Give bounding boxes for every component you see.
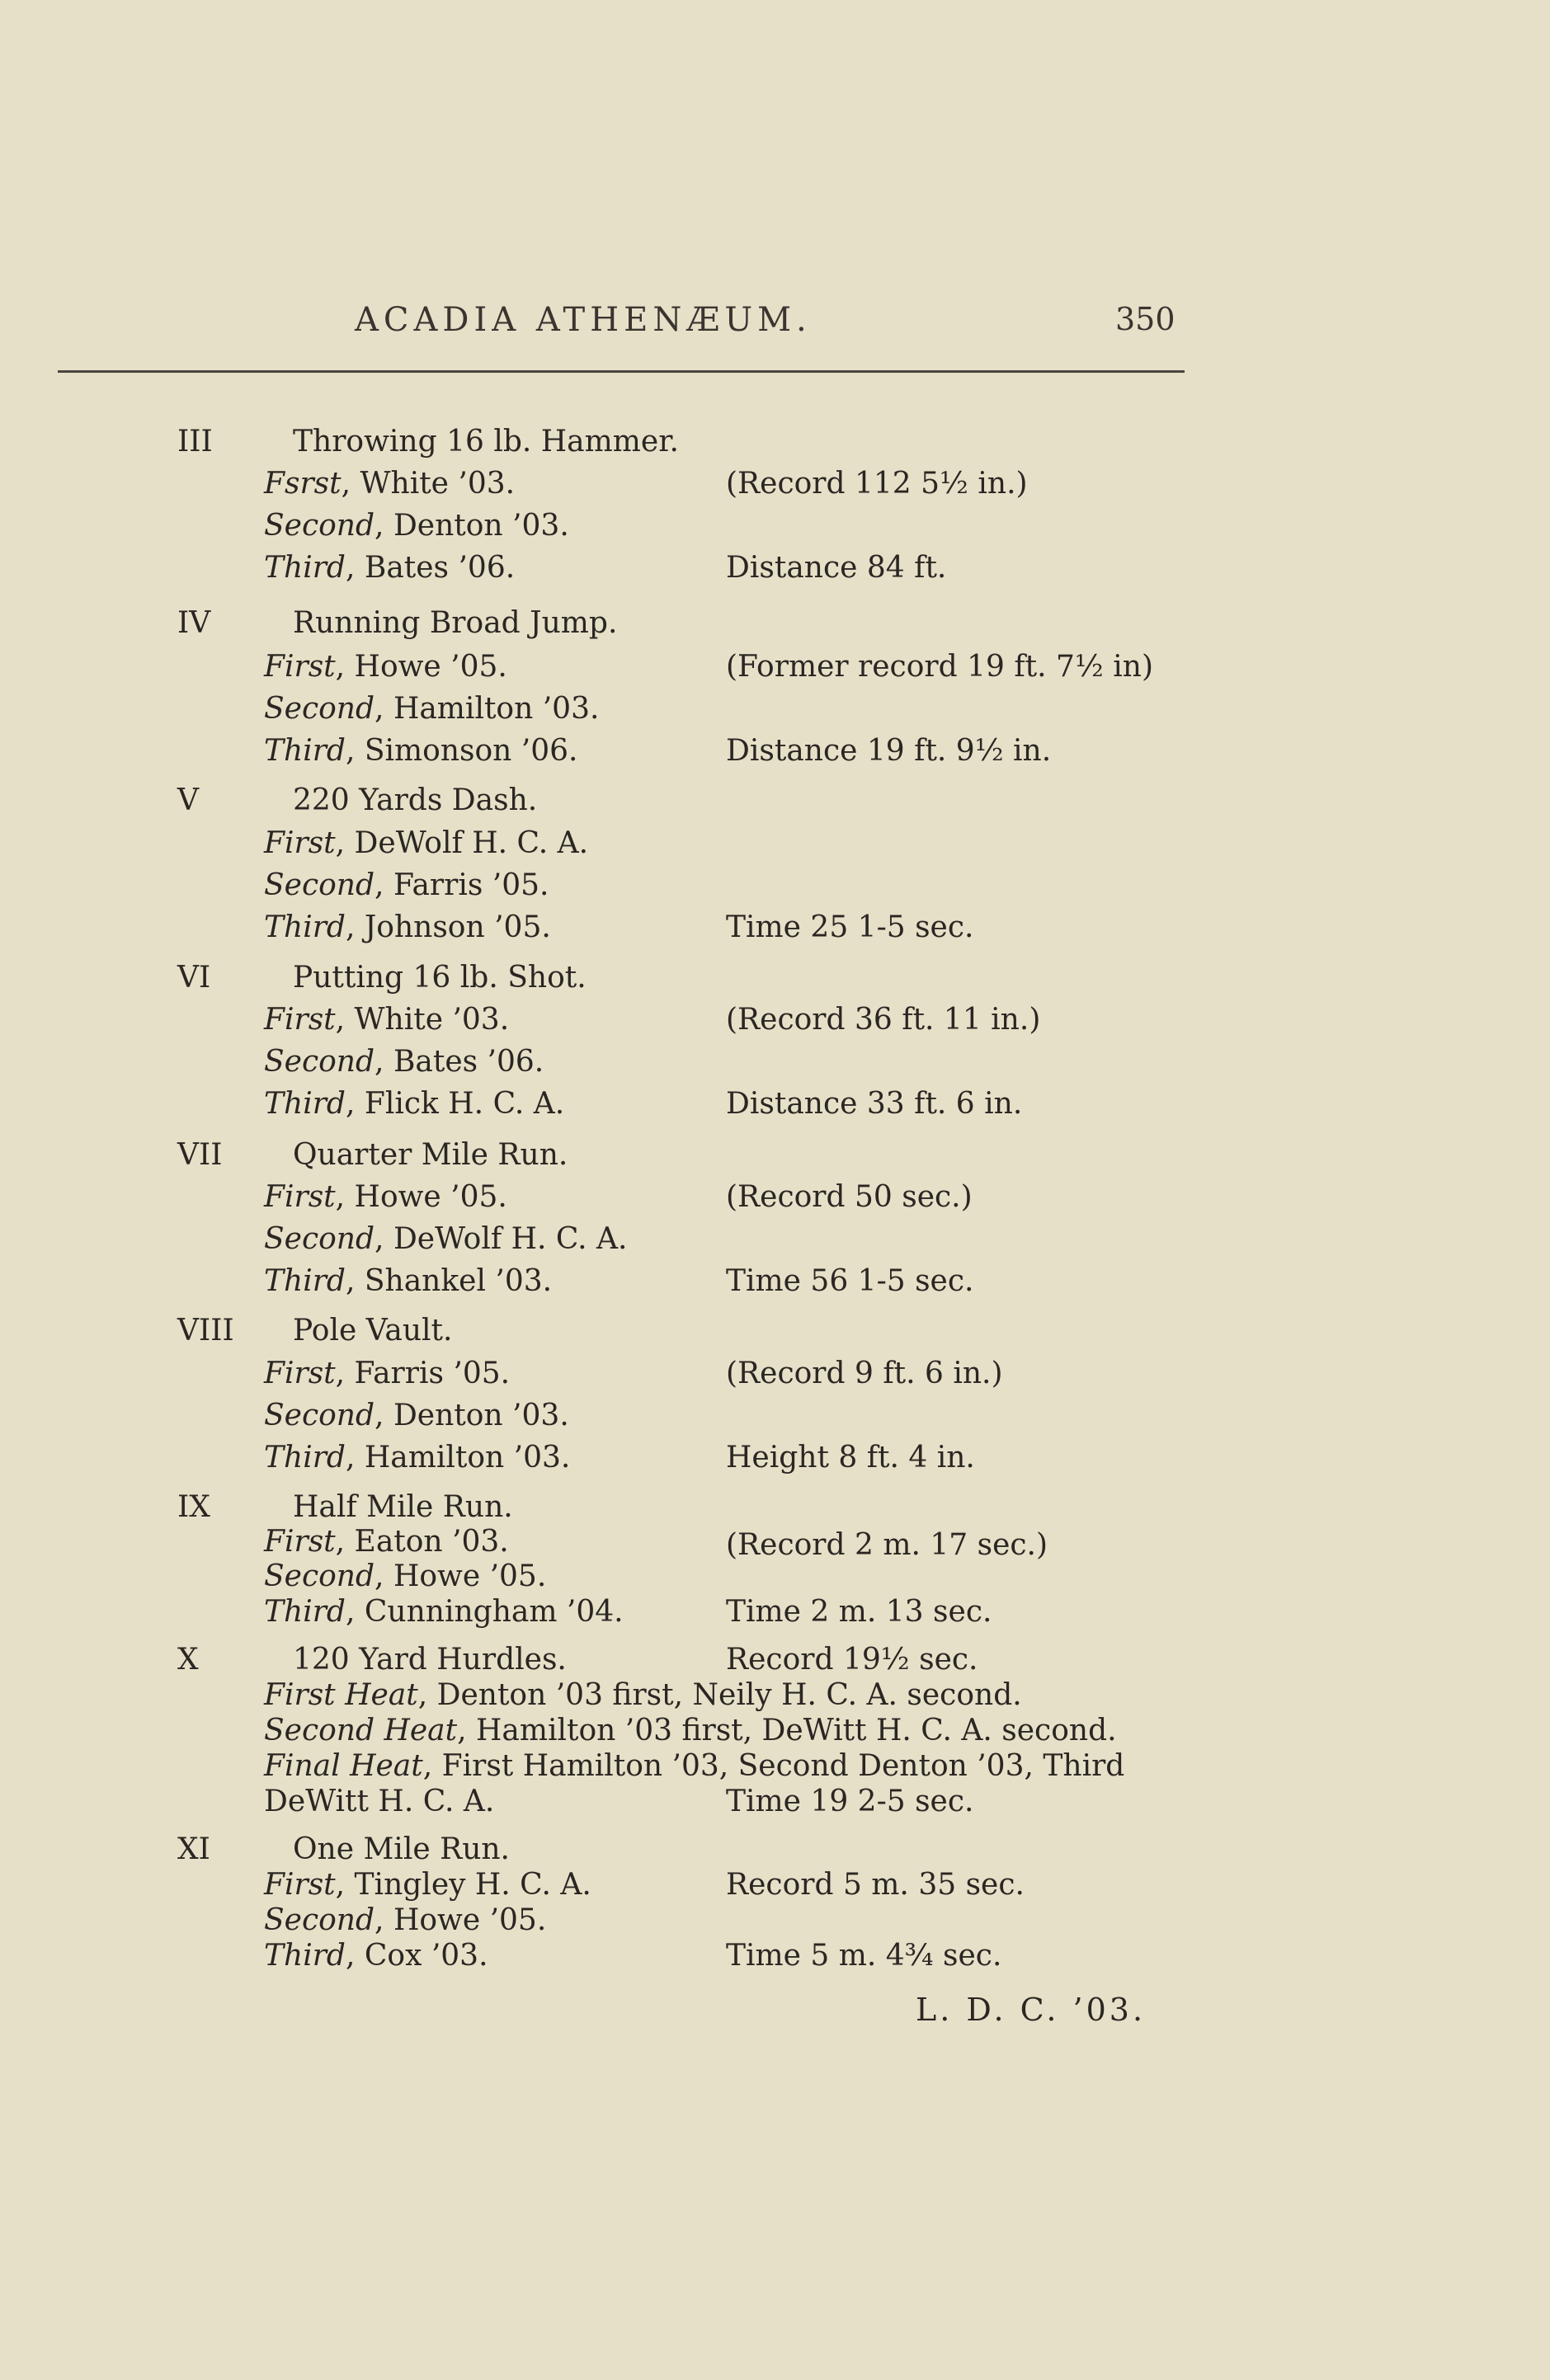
place-label: First	[264, 1525, 336, 1559]
place-label: Second	[264, 1399, 375, 1432]
place-label: Second	[264, 1903, 375, 1937]
event-record: (Record 2 m. 17 sec.)	[726, 1528, 1048, 1562]
place-line: Second, DeWolf H. C. A.	[264, 1222, 628, 1256]
heat-label: Second Heat	[264, 1714, 458, 1747]
event-number: VI	[177, 961, 211, 995]
place-athlete: White ’03.	[360, 467, 516, 501]
place-line: Second, Howe ’05.	[264, 1559, 547, 1593]
place-athlete: Cunningham ’04.	[364, 1595, 624, 1629]
place-line: Second, Hamilton ’03.	[264, 692, 600, 726]
place-label: First	[264, 650, 336, 684]
event-name: Half Mile Run.	[293, 1490, 513, 1524]
heat-line: Second Heat, Hamilton ’03 first, DeWitt H. C. A. second.	[264, 1714, 1117, 1747]
place-label: Third	[264, 1441, 346, 1475]
place-athlete: Bates ’06.	[393, 1045, 544, 1079]
event-result: Distance 19 ft. 9½ in.	[726, 734, 1052, 768]
place-label: First	[264, 1357, 336, 1390]
place-line: First, Howe ’05.	[264, 650, 507, 684]
place-label: Third	[264, 551, 346, 585]
place-line: Third, Simonson ’06.	[264, 734, 578, 768]
place-label: Third	[264, 1939, 346, 1973]
place-label: Third	[264, 734, 346, 768]
heat-result: First Hamilton ’03, Second Denton ’03, Third	[441, 1749, 1125, 1783]
event-result: Distance 84 ft.	[726, 551, 947, 585]
page-number: 350	[1115, 301, 1175, 337]
event-name: 120 Yard Hurdles.	[293, 1643, 567, 1677]
place-label: Third	[264, 1087, 346, 1121]
event-name: Pole Vault.	[293, 1314, 453, 1348]
event-result: Time 56 1-5 sec.	[726, 1264, 974, 1298]
place-line: First, Tingley H. C. A.	[264, 1868, 591, 1902]
place-line: Second, Denton ’03.	[264, 509, 569, 543]
event-record: (Record 36 ft. 11 in.)	[726, 1003, 1041, 1037]
event-result: Time 5 m. 4¾ sec.	[726, 1939, 1002, 1973]
event-name: 220 Yards Dash.	[293, 783, 538, 817]
event-name: Quarter Mile Run.	[293, 1138, 568, 1172]
place-athlete: Hamilton ’03.	[364, 1441, 571, 1475]
event-number: XI	[177, 1832, 210, 1866]
page-header-title: ACADIA ATHENÆUM.	[355, 301, 812, 339]
heat-line: First Heat, Denton ’03 first, Neily H. C. A. second.	[264, 1678, 1022, 1712]
event-record: Record 19½ sec.	[726, 1643, 978, 1677]
place-line: Third, Bates ’06.	[264, 551, 516, 585]
place-label: First	[264, 826, 336, 860]
place-line: Third, Hamilton ’03.	[264, 1441, 571, 1475]
heat-label: Final Heat	[264, 1749, 423, 1783]
place-line: Third, Cunningham ’04.	[264, 1595, 624, 1629]
place-athlete: Bates ’06.	[364, 551, 516, 585]
place-label: Third	[264, 1595, 346, 1629]
event-record: (Record 112 5½ in.)	[726, 467, 1028, 501]
event-number: VII	[177, 1138, 223, 1172]
event-number: IV	[177, 606, 211, 640]
event-number: IX	[177, 1490, 210, 1524]
place-line: Second, Denton ’03.	[264, 1399, 569, 1432]
heat-continuation: DeWitt H. C. A.	[264, 1785, 495, 1818]
event-result: Time 2 m. 13 sec.	[726, 1595, 992, 1629]
place-line: First, Eaton ’03.	[264, 1525, 509, 1559]
place-line: Second, Bates ’06.	[264, 1045, 544, 1079]
heat-result: Hamilton ’03 first, DeWitt H. C. A. second.	[476, 1714, 1117, 1747]
place-line: Third, Flick H. C. A.	[264, 1087, 565, 1121]
place-label: Second	[264, 1559, 375, 1593]
place-line: Third, Shankel ’03.	[264, 1264, 553, 1298]
place-athlete: DeWolf H. C. A.	[393, 1222, 628, 1256]
header-rule	[58, 370, 1185, 373]
place-label: Fsrst	[264, 467, 342, 501]
event-number: III	[177, 425, 213, 459]
heat-result: Denton ’03 first, Neily H. C. A. second.	[436, 1678, 1022, 1712]
place-athlete: DeWolf H. C. A.	[354, 826, 589, 860]
place-label: Second	[264, 1222, 375, 1256]
place-athlete: Howe ’05.	[393, 1559, 547, 1593]
event-record: (Former record 19 ft. 7½ in)	[726, 650, 1153, 684]
place-label: Third	[264, 1264, 346, 1298]
heat-label: First Heat	[264, 1678, 418, 1712]
place-label: Second	[264, 692, 375, 726]
place-athlete: Eaton ’03.	[354, 1525, 509, 1559]
place-line: First, Howe ’05.	[264, 1180, 507, 1214]
place-line: Second, Farris ’05.	[264, 868, 549, 902]
place-athlete: Cox ’03.	[364, 1939, 488, 1973]
place-label: Second	[264, 1045, 375, 1079]
place-athlete: Simonson ’06.	[364, 734, 578, 768]
event-record: (Record 50 sec.)	[726, 1180, 973, 1214]
place-athlete: Tingley H. C. A.	[354, 1868, 591, 1902]
place-athlete: Howe ’05.	[354, 650, 507, 684]
place-athlete: Farris ’05.	[393, 868, 549, 902]
place-athlete: White ’03.	[354, 1003, 510, 1037]
event-record: (Record 9 ft. 6 in.)	[726, 1357, 1003, 1390]
place-athlete: Denton ’03.	[393, 509, 569, 543]
event-result: Time 19 2-5 sec.	[726, 1785, 974, 1818]
event-number: X	[177, 1643, 199, 1677]
event-result: Height 8 ft. 4 in.	[726, 1441, 975, 1475]
place-line: First, Farris ’05.	[264, 1357, 511, 1390]
place-athlete: Howe ’05.	[354, 1180, 507, 1214]
place-label: First	[264, 1868, 336, 1902]
place-athlete: Shankel ’03.	[364, 1264, 553, 1298]
event-number: VIII	[177, 1314, 234, 1348]
event-result: Time 25 1-5 sec.	[726, 910, 974, 944]
event-number: V	[177, 783, 199, 817]
place-line: Fsrst, White ’03.	[264, 467, 516, 501]
place-line: First, DeWolf H. C. A.	[264, 826, 589, 860]
place-line: First, White ’03.	[264, 1003, 510, 1037]
event-result: Distance 33 ft. 6 in.	[726, 1087, 1023, 1121]
place-line: Third, Cox ’03.	[264, 1939, 488, 1973]
place-line: Second, Howe ’05.	[264, 1903, 547, 1937]
event-record: Record 5 m. 35 sec.	[726, 1868, 1025, 1902]
place-athlete: Farris ’05.	[354, 1357, 511, 1390]
place-athlete: Hamilton ’03.	[393, 692, 600, 726]
event-name: One Mile Run.	[293, 1832, 511, 1866]
place-athlete: Howe ’05.	[393, 1903, 547, 1937]
event-name: Throwing 16 lb. Hammer.	[293, 425, 679, 459]
place-athlete: Flick H. C. A.	[364, 1087, 565, 1121]
place-label: Second	[264, 509, 375, 543]
place-label: First	[264, 1180, 336, 1214]
author-signature: L. D. C. ’03.	[916, 1992, 1147, 2028]
place-athlete: Denton ’03.	[393, 1399, 569, 1432]
place-label: Second	[264, 868, 375, 902]
place-label: Third	[264, 910, 346, 944]
event-name: Putting 16 lb. Shot.	[293, 961, 587, 995]
event-name: Running Broad Jump.	[293, 606, 618, 640]
heat-line: Final Heat, First Hamilton ’03, Second Denton ’03, Third	[264, 1749, 1125, 1783]
place-label: First	[264, 1003, 336, 1037]
place-line: Third, Johnson ’05.	[264, 910, 551, 944]
place-athlete: Johnson ’05.	[364, 910, 551, 944]
